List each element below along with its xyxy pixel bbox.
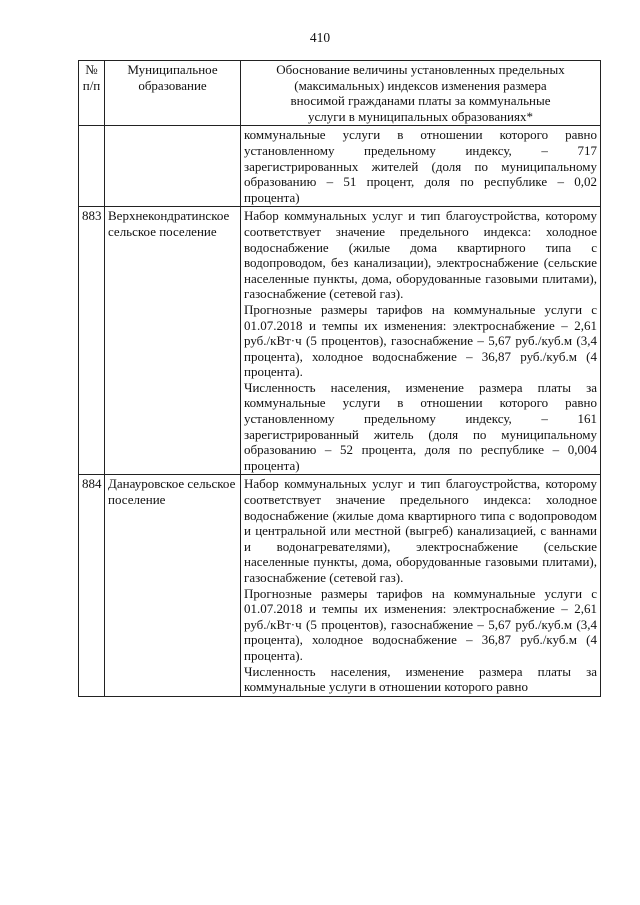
justification-paragraph: Набор коммунальных услуг и тип благоустройства, которому соответствует значение предельного индекса: холодное водоснабжение (жилые дома квартирного типа с водопроводом, без канализации), электроснабжение (сельские населенные пункты, дома, оборудованные газовыми плитами), газоснабжение (сетевой газ). xyxy=(244,208,597,302)
header-justification-line: (максимальных) индексов изменения размера xyxy=(294,77,547,93)
page-number: 410 xyxy=(309,30,331,45)
row-justification xyxy=(241,475,601,696)
justification-paragraph: Прогнозные размеры тарифов на коммунальные услуги с 01.07.2018 и темпы их изменения: электроснабжение – 2,61 руб./кВт·ч (5 процентов), газоснабжение – 5,67 руб./куб.м (3,4 процента), холодное водоснабжение – 36,87 руб./куб.м (4 процента). xyxy=(244,585,597,663)
row-municipality xyxy=(105,126,241,207)
row-number: 884 xyxy=(79,475,105,696)
table-header-row xyxy=(79,61,601,126)
row-number: 883 xyxy=(79,207,105,475)
row-justification xyxy=(241,126,601,207)
row-municipality: Верхнекондратинское сельское поселение xyxy=(105,207,241,475)
header-justification-line: Обоснование величины установленных предельных xyxy=(276,62,565,77)
header-num-line: № xyxy=(85,62,98,77)
header-municipality-line: образование xyxy=(138,77,207,93)
header-num xyxy=(79,61,105,126)
justification-paragraph: Прогнозные размеры тарифов на коммунальные услуги с 01.07.2018 и темпы их изменения: электроснабжение – 2,61 руб./кВт·ч (5 процентов), газоснабжение – 5,67 руб./куб.м (3,4 процента), холодное водоснабжение – 36,87 руб./куб.м (4 процента). xyxy=(244,301,597,380)
header-justification-line: услуги в муниципальных образованиях* xyxy=(307,108,533,124)
header-municipality-line: Муниципальное xyxy=(127,62,218,77)
row-municipality: Данауровское сельское поселение xyxy=(105,475,241,696)
row-number xyxy=(79,126,105,207)
justification-paragraph: коммунальные услуги в отношении которого равно установленному предельному индексу, – 717 зарегистрированных жителей (доля по муниципальному образованию – 51 процент, доля по республике – 0,02 процента) xyxy=(244,127,597,205)
tariff-index-table xyxy=(78,60,601,697)
table-row-884 xyxy=(79,475,601,696)
justification-paragraph: Набор коммунальных услуг и тип благоустройства, которому соответствует значение предельного индекса: холодное водоснабжение (жилые дома квартирного типа с водопроводом и центральной или местной (выгреб) канализацией, с ваннами и водонагревателями), электроснабжение (сельские населенные пункты, дома, оборудованные газовыми плитами), газоснабжение (сетевой газ). xyxy=(244,476,597,585)
justification-paragraph: Численность населения, изменение размера платы за коммунальные услуги в отношении которого равно xyxy=(244,663,597,695)
table-row-continuation xyxy=(79,126,601,207)
justification-paragraph: Численность населения, изменение размера платы за коммунальные услуги в отношении которого равно установленному предельному индексу, – 161 зарегистрированный житель (доля по муниципальному образованию – 52 процента, доля по республике – 0,004 процента) xyxy=(244,379,597,473)
row-justification xyxy=(241,207,601,475)
header-justification xyxy=(241,61,601,126)
header-num-line: п/п xyxy=(82,77,101,93)
table-row-883 xyxy=(79,207,601,475)
header-municipality xyxy=(105,61,241,126)
header-justification-line: вносимой гражданами платы за коммунальные xyxy=(290,93,551,109)
